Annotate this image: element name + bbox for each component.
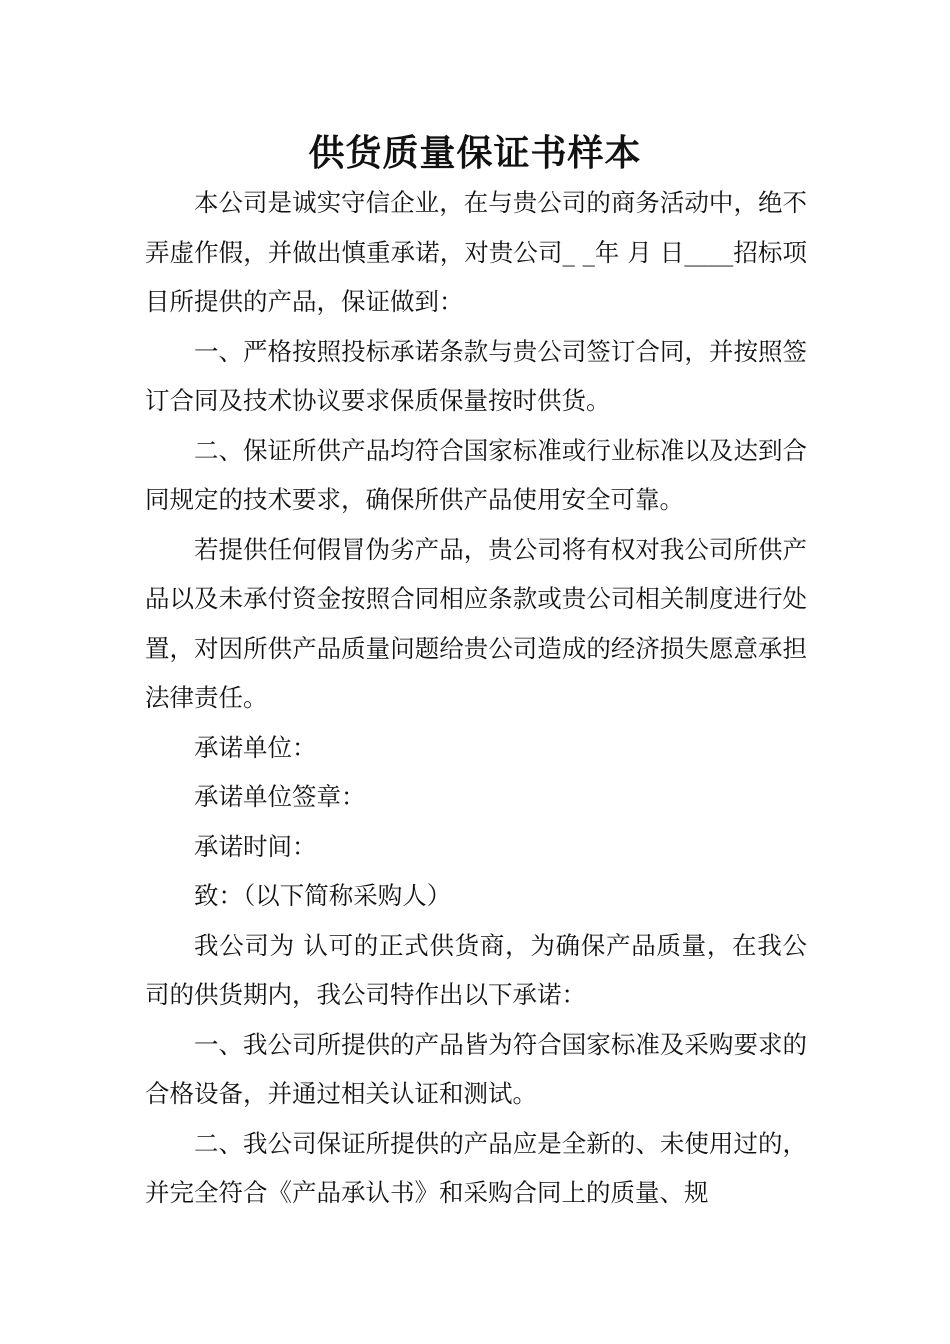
paragraph-supplier-intro: 我公司为 认可的正式供货商，为确保产品质量，在我公司的供货期内，我公司特作出以下承诺： — [145, 930, 807, 1009]
paragraph-item-2: 二、保证所供产品均符合国家标准或行业标准以及达到合同规定的技术要求，确保所供产品使用安全可靠。 — [145, 435, 807, 514]
signature-unit-line: 承诺单位： — [194, 732, 317, 762]
paragraph-intro: 本公司是诚实守信企业，在与贵公司的商务活动中，绝不弄虚作假，并做出慎重承诺，对贵公司_ _年 月 日____招标项目所提供的产品，保证做到： — [145, 188, 807, 316]
paragraph-commitment-2: 二、我公司保证所提供的产品应是全新的、未使用过的，并完全符合《产品承认书》和采购合同上的质量、规 — [145, 1128, 807, 1207]
paragraph-commitment-1: 一、我公司所提供的产品皆为符合国家标准及采购要求的合格设备，并通过相关认证和测试。 — [145, 1029, 807, 1108]
paragraph-liability: 若提供任何假冒伪劣产品，贵公司将有权对我公司所供产品以及未承付资金按照合同相应条款或贵公司相关制度进行处置，对因所供产品质量问题给贵公司造成的经济损失愿意承担法律责任。 — [145, 534, 807, 712]
signature-date-line: 承诺时间： — [194, 831, 317, 861]
paragraph-item-1: 一、严格按照投标承诺条款与贵公司签订合同，并按照签订合同及技术协议要求保质保量按时供货。 — [145, 336, 807, 415]
document-title: 供货质量保证书样本 — [308, 132, 642, 174]
document-body — [145, 178, 807, 1218]
signature-seal-line: 承诺单位签章： — [194, 782, 366, 811]
addressee-line: 致：（以下简称采购人） — [194, 881, 452, 910]
